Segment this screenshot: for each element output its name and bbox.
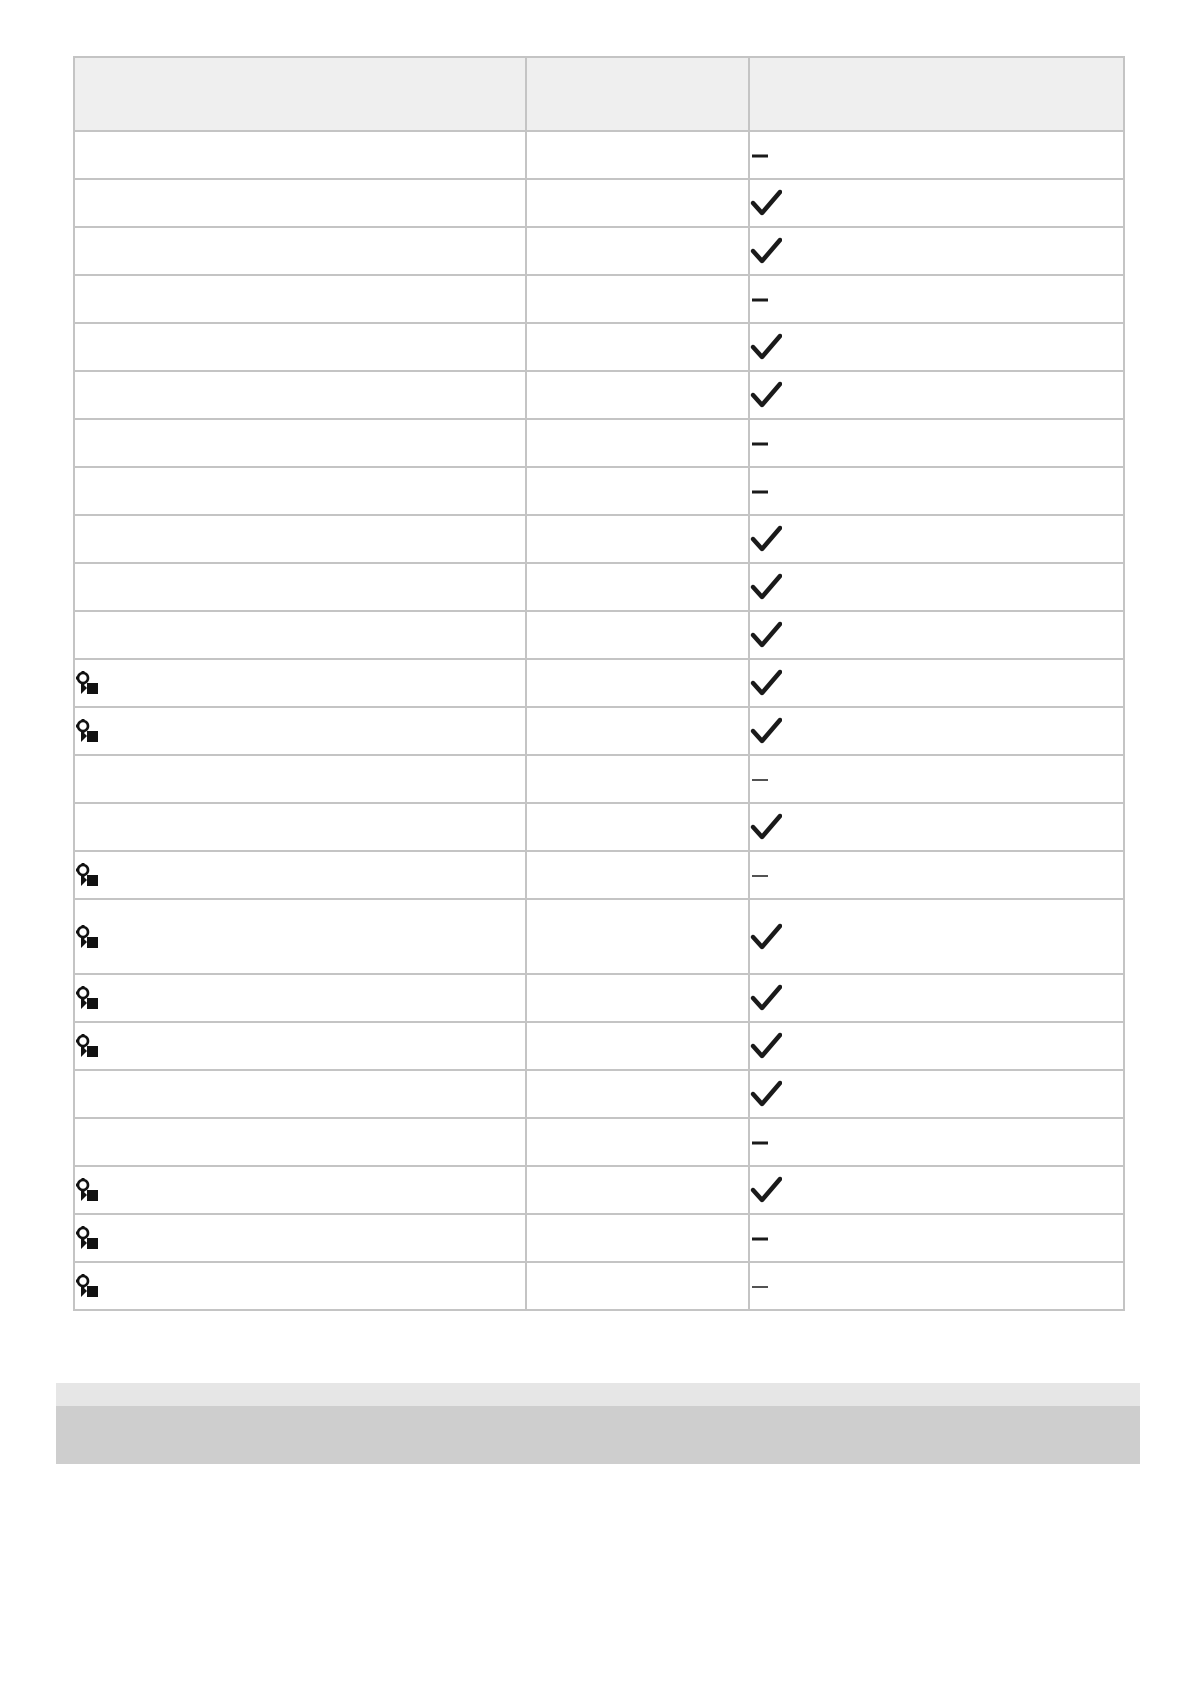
table-row bbox=[74, 611, 1124, 659]
check-icon bbox=[750, 922, 782, 952]
camera-settings-icon bbox=[75, 862, 101, 888]
cell-item bbox=[74, 1214, 526, 1262]
camera-settings-icon bbox=[75, 1225, 101, 1251]
table-row bbox=[74, 755, 1124, 803]
dash-icon bbox=[750, 1282, 770, 1292]
check-icon bbox=[750, 524, 782, 554]
cell-item bbox=[74, 227, 526, 275]
cell-value bbox=[526, 1070, 749, 1118]
cell-availability bbox=[749, 1070, 1124, 1118]
check-icon bbox=[750, 812, 782, 842]
dash-icon bbox=[750, 487, 770, 497]
header-value bbox=[526, 57, 749, 131]
cell-item bbox=[74, 659, 526, 707]
cell-item bbox=[74, 899, 526, 974]
cell-value bbox=[526, 1166, 749, 1214]
check-icon bbox=[750, 380, 782, 410]
cell-value bbox=[526, 131, 749, 179]
check-icon bbox=[750, 620, 782, 650]
cell-item bbox=[74, 1118, 526, 1166]
cell-item bbox=[74, 755, 526, 803]
cell-item bbox=[74, 1262, 526, 1310]
cell-value bbox=[526, 1022, 749, 1070]
table-row bbox=[74, 467, 1124, 515]
cell-value bbox=[526, 515, 749, 563]
table-row bbox=[74, 1166, 1124, 1214]
table-row bbox=[74, 371, 1124, 419]
camera-settings-icon bbox=[75, 985, 101, 1011]
cell-value bbox=[526, 755, 749, 803]
settings-table-container bbox=[73, 56, 1123, 1311]
cell-value bbox=[526, 467, 749, 515]
cell-item bbox=[74, 974, 526, 1022]
cell-availability bbox=[749, 899, 1124, 974]
cell-availability bbox=[749, 515, 1124, 563]
check-icon bbox=[750, 1031, 782, 1061]
cell-availability bbox=[749, 611, 1124, 659]
cell-value bbox=[526, 275, 749, 323]
table-row bbox=[74, 227, 1124, 275]
cell-availability bbox=[749, 755, 1124, 803]
cell-availability bbox=[749, 1214, 1124, 1262]
cell-value bbox=[526, 371, 749, 419]
cell-value bbox=[526, 1214, 749, 1262]
camera-settings-icon bbox=[75, 924, 101, 950]
cell-availability bbox=[749, 371, 1124, 419]
cell-item bbox=[74, 419, 526, 467]
camera-settings-icon bbox=[75, 1033, 101, 1059]
cell-availability bbox=[749, 323, 1124, 371]
table-row bbox=[74, 1070, 1124, 1118]
cell-availability bbox=[749, 179, 1124, 227]
header-item bbox=[74, 57, 526, 131]
cell-item bbox=[74, 275, 526, 323]
dash-icon bbox=[750, 151, 770, 161]
check-icon bbox=[750, 332, 782, 362]
check-icon bbox=[750, 668, 782, 698]
cell-value bbox=[526, 323, 749, 371]
cell-availability bbox=[749, 974, 1124, 1022]
cell-value bbox=[526, 179, 749, 227]
dash-icon bbox=[750, 295, 770, 305]
cell-item bbox=[74, 707, 526, 755]
check-icon bbox=[750, 188, 782, 218]
camera-settings-icon bbox=[75, 1177, 101, 1203]
cell-item bbox=[74, 611, 526, 659]
cell-item bbox=[74, 1022, 526, 1070]
check-icon bbox=[750, 716, 782, 746]
header-availability bbox=[749, 57, 1124, 131]
table-header-row bbox=[74, 57, 1124, 131]
cell-availability bbox=[749, 467, 1124, 515]
cell-item bbox=[74, 563, 526, 611]
check-icon bbox=[750, 983, 782, 1013]
camera-settings-icon bbox=[75, 718, 101, 744]
table-body bbox=[74, 131, 1124, 1310]
cell-item bbox=[74, 803, 526, 851]
cell-value bbox=[526, 611, 749, 659]
table-row bbox=[74, 899, 1124, 974]
cell-availability bbox=[749, 803, 1124, 851]
dash-icon bbox=[750, 775, 770, 785]
cell-value bbox=[526, 974, 749, 1022]
check-icon bbox=[750, 572, 782, 602]
cell-value bbox=[526, 1262, 749, 1310]
cell-availability bbox=[749, 851, 1124, 899]
table-row bbox=[74, 659, 1124, 707]
footer-bar bbox=[56, 1383, 1140, 1464]
table-row bbox=[74, 1118, 1124, 1166]
settings-table bbox=[73, 56, 1125, 1311]
table-row bbox=[74, 131, 1124, 179]
cell-item bbox=[74, 179, 526, 227]
check-icon bbox=[750, 1175, 782, 1205]
cell-availability bbox=[749, 1118, 1124, 1166]
cell-value bbox=[526, 1118, 749, 1166]
table-row bbox=[74, 515, 1124, 563]
dash-icon bbox=[750, 439, 770, 449]
cell-item bbox=[74, 323, 526, 371]
cell-value bbox=[526, 227, 749, 275]
table-row bbox=[74, 1262, 1124, 1310]
table-row bbox=[74, 275, 1124, 323]
table-row bbox=[74, 1214, 1124, 1262]
table-row bbox=[74, 974, 1124, 1022]
dash-icon bbox=[750, 1234, 770, 1244]
table-row bbox=[74, 1022, 1124, 1070]
cell-item bbox=[74, 1166, 526, 1214]
cell-value bbox=[526, 899, 749, 974]
cell-item bbox=[74, 851, 526, 899]
cell-availability bbox=[749, 707, 1124, 755]
cell-availability bbox=[749, 275, 1124, 323]
cell-availability bbox=[749, 1166, 1124, 1214]
cell-item bbox=[74, 371, 526, 419]
cell-item bbox=[74, 1070, 526, 1118]
table-row bbox=[74, 179, 1124, 227]
table-row bbox=[74, 851, 1124, 899]
cell-availability bbox=[749, 1022, 1124, 1070]
cell-item bbox=[74, 131, 526, 179]
check-icon bbox=[750, 236, 782, 266]
dash-icon bbox=[750, 1138, 770, 1148]
dash-icon bbox=[750, 871, 770, 881]
cell-value bbox=[526, 419, 749, 467]
cell-availability bbox=[749, 563, 1124, 611]
cell-value bbox=[526, 851, 749, 899]
cell-value bbox=[526, 659, 749, 707]
cell-item bbox=[74, 515, 526, 563]
cell-value bbox=[526, 707, 749, 755]
table-row bbox=[74, 323, 1124, 371]
table-row bbox=[74, 419, 1124, 467]
footer-bar-top-strip bbox=[56, 1383, 1140, 1406]
cell-availability bbox=[749, 227, 1124, 275]
cell-value bbox=[526, 803, 749, 851]
camera-settings-icon bbox=[75, 670, 101, 696]
cell-availability bbox=[749, 659, 1124, 707]
camera-settings-icon bbox=[75, 1273, 101, 1299]
table-row bbox=[74, 707, 1124, 755]
cell-item bbox=[74, 467, 526, 515]
cell-availability bbox=[749, 1262, 1124, 1310]
table-row bbox=[74, 563, 1124, 611]
table-row bbox=[74, 803, 1124, 851]
cell-value bbox=[526, 563, 749, 611]
cell-availability bbox=[749, 419, 1124, 467]
cell-availability bbox=[749, 131, 1124, 179]
check-icon bbox=[750, 1079, 782, 1109]
